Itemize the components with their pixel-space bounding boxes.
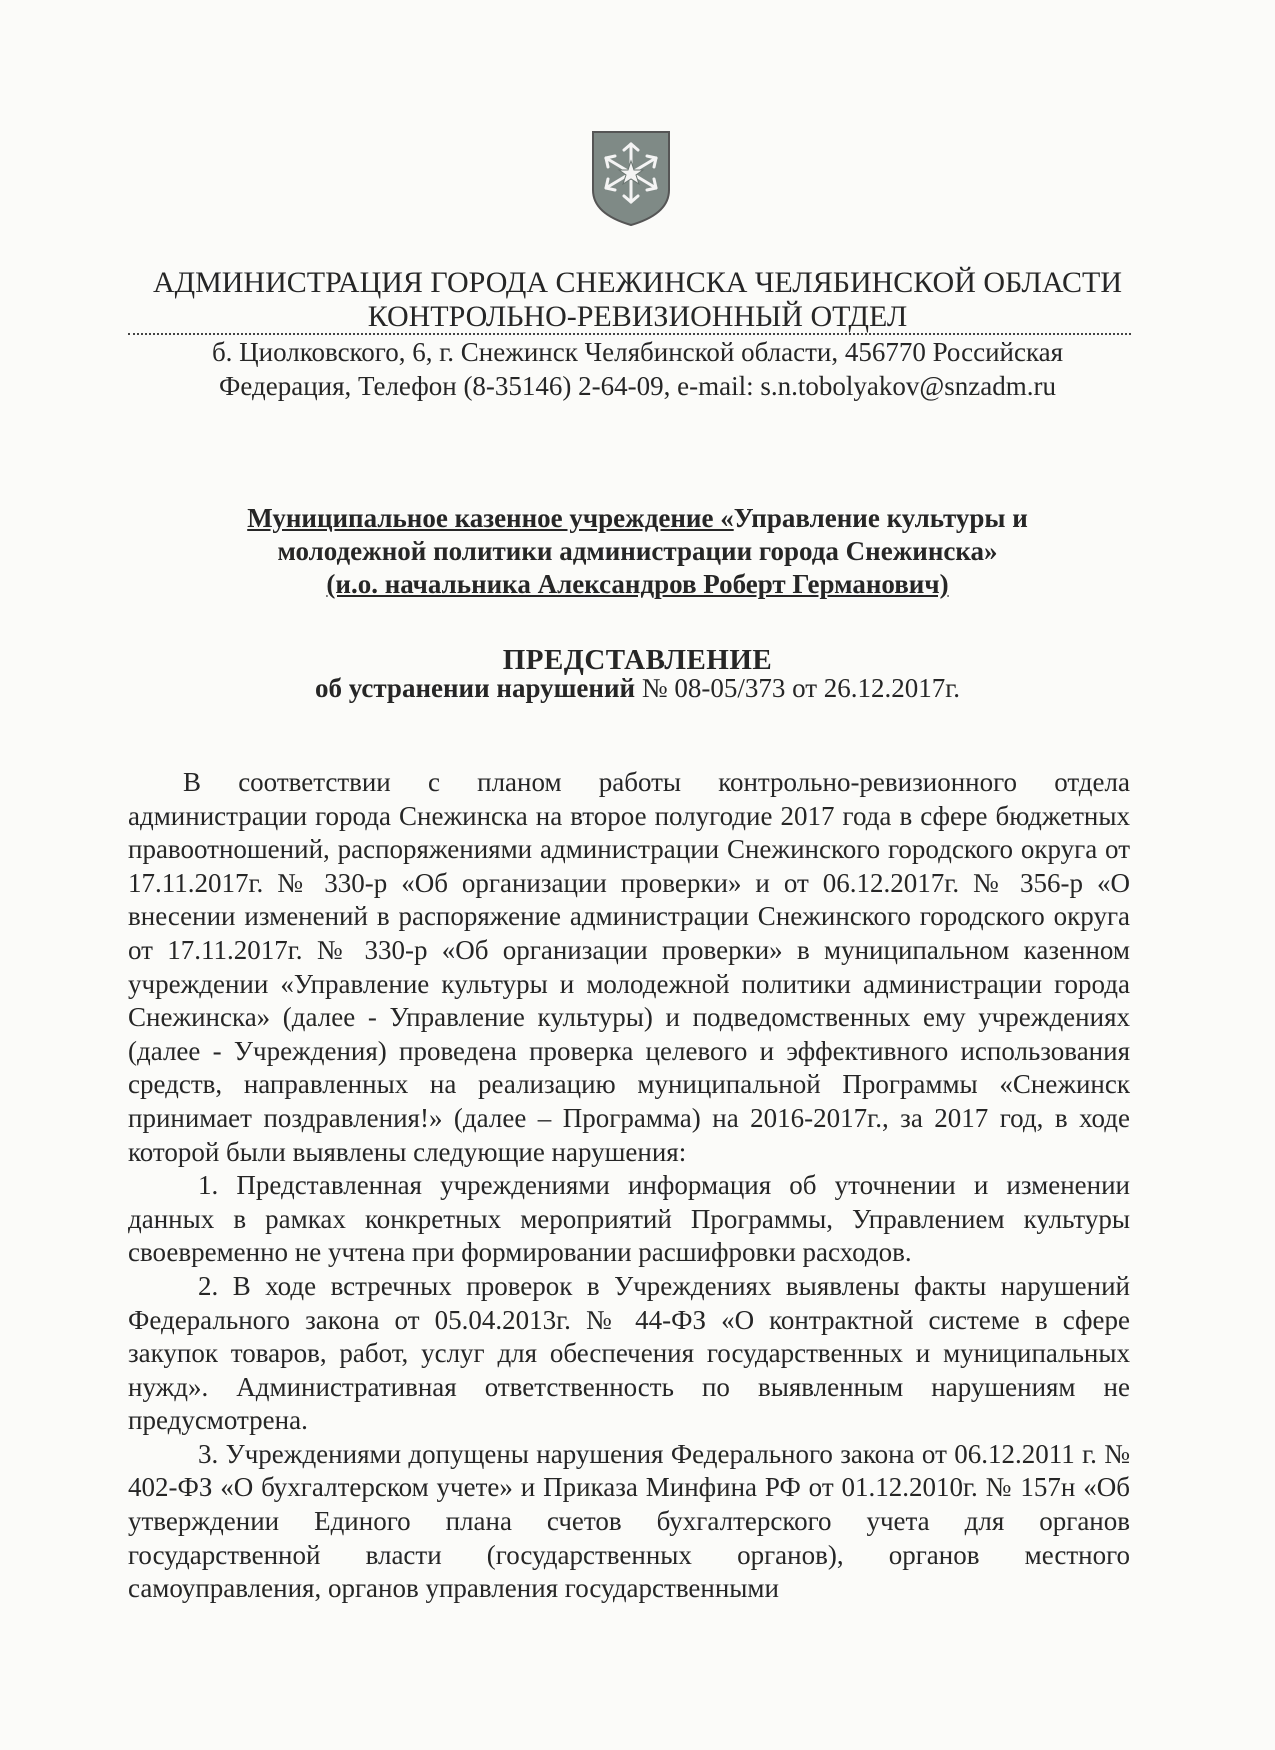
recipient-line-2: молодежной политики администрации города Снежинска» xyxy=(277,536,998,566)
violation-item-2: 2. В ходе встречных проверок в Учреждениях выявлены факты нарушений Федерального закона от 05.04.2013г. № 44-ФЗ «О контрактной системе в сфере закупок товаров, работ, услуг для обеспечения государственных и муниципальных нужд». Административная ответственность по выявленным нарушениям не предусмотрена. xyxy=(128,1270,1130,1436)
intro-paragraph: В соответствии с планом работы контрольно-ревизионного отдела администрации города Снежинска на второе полугодие 2017 года в сфере бюджетных правоотношений, распоряжениями администрации Снежинского городского округа от 17.11.2017г. № 330-р «Об организации проверки» и от 06.12.2017г. № 356-р «О внесении изменений в распоряжение администрации Снежинского городского округа от 17.11.2017г. № 330-р «Об организации проверки» в муниципальном казенном учреждении «Управление культуры и молодежной политики администрации города Снежинска» (далее - Управление культуры) и подведомственных ему учреждениях (далее - Учреждения) проведена проверка целевого и эффективного использования средств, направленных на реализацию муниципальной Программы «Снежинск принимает поздравления!» (далее – Программа) на 2016-2017г., за 2017 год, в ходе которой были выявлены следующие нарушения: xyxy=(128,767,1130,1167)
address-line-1: б. Циолковского, 6, г. Снежинск Челябинской области, 456770 Российская xyxy=(211,337,1064,367)
violation-item-3: 3. Учреждениями допущены нарушения Федерального закона от 06.12.2011 г. № 402-ФЗ «О бухгалтерском учете» и Приказа Минфина РФ от 01.12.2010г. № 157н «Об утверждении Единого плана счетов бухгалтерского учета для органов государственной власти (государственных органов), органов местного самоуправления, органов управления государственными xyxy=(128,1438,1130,1604)
organization-name: АДМИНИСТРАЦИЯ ГОРОДА СНЕЖИНСКА ЧЕЛЯБИНСКОЙ ОБЛАСТИ xyxy=(152,266,1123,299)
recipient-line-1-rest: Управление культуры и xyxy=(733,503,1028,533)
recipient-head: (и.о. начальника Александров Роберт Германович) xyxy=(326,569,949,599)
city-coat-of-arms-emblem xyxy=(589,128,673,228)
department-name: КОНТРОЛЬНО-РЕВИЗИОННЫЙ ОТДЕЛ xyxy=(367,300,908,333)
document-subtitle-bold: об устранении нарушений xyxy=(314,673,636,703)
document-number-date: № 08-05/373 от 26.12.2017г. xyxy=(635,673,961,703)
recipient-line-1 xyxy=(0,502,1275,535)
document-title: ПРЕДСТАВЛЕНИЕ xyxy=(502,644,773,676)
document-body xyxy=(128,766,1130,1606)
violation-item-1: 1. Представленная учреждениями информация об уточнении и изменении данных в рамках конкретных мероприятий Программы, Управлением культуры своевременно не учтена при формировании расшифровки расходов. xyxy=(128,1170,1130,1268)
recipient-line-1-underlined: Муниципальное казенное учреждение « xyxy=(247,503,734,533)
address-line-2: Федерация, Телефон (8-35146) 2-64-09, e-mail: s.n.tobolyakov@snzadm.ru xyxy=(219,371,1056,401)
recipient-line-3 xyxy=(0,568,1275,601)
document-subtitle xyxy=(0,672,1275,704)
